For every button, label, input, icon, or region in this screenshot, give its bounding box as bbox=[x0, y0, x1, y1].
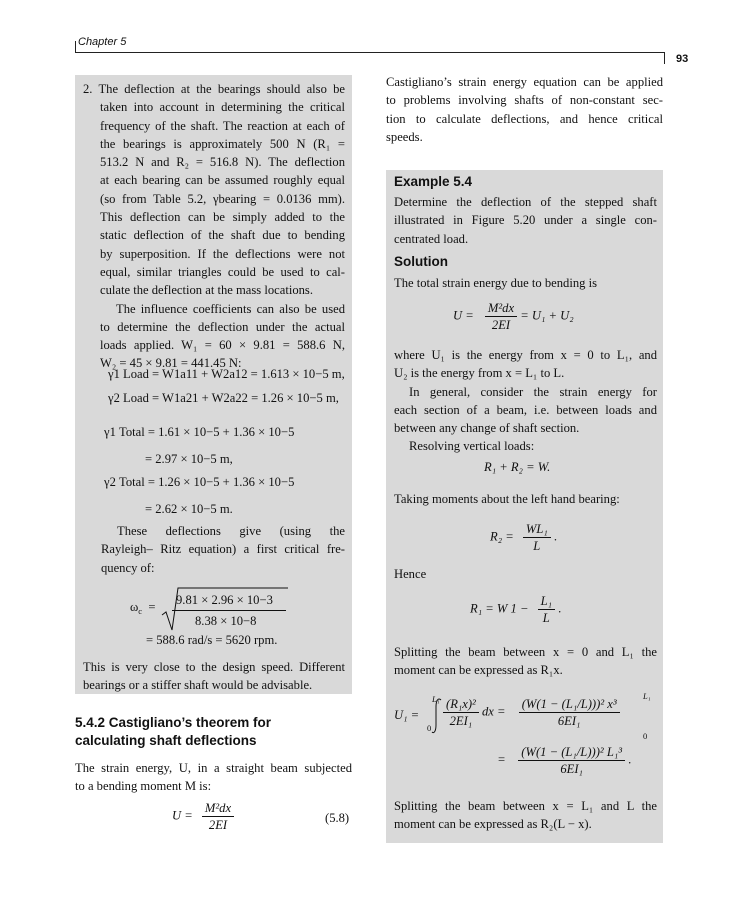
solution-title: Solution bbox=[394, 254, 448, 269]
intro-line: speeds. bbox=[386, 129, 423, 144]
section-heading-line: 5.4.2 Castigliano’s theorem for bbox=[75, 715, 272, 730]
rayleigh-ritz-text bbox=[101, 522, 345, 577]
eq-y2-load: γ2 Load = W1a21 + W2a22 = 1.26 × 10−5 m, bbox=[108, 391, 339, 405]
eq-r2-num: WL₁ bbox=[523, 521, 551, 538]
closing-line: This is very close to the design speed. Different bbox=[83, 660, 345, 674]
eval-upper-limit: L₁ bbox=[643, 691, 651, 701]
resolving-line: Resolving vertical loads: bbox=[409, 439, 535, 454]
note-line: 513.2 N and R₂ = 516.8 N). The deflection bbox=[100, 155, 345, 170]
general-line: In general, consider the strain energy for bbox=[409, 384, 657, 399]
where-text bbox=[394, 346, 657, 456]
eq-u1b-tail: . bbox=[628, 752, 632, 767]
hence-text: Hence bbox=[394, 567, 427, 581]
castigliano-intro bbox=[386, 73, 663, 146]
note-line: W₂ = 45 × 9.81 = 441.45 N: bbox=[100, 356, 242, 371]
eq-r1 bbox=[470, 593, 561, 626]
split-line: Splitting the beam between x = L₁ and L the bbox=[394, 799, 657, 813]
eq-r2-tail: . bbox=[553, 529, 558, 544]
eq-reaction-sum: R₁ + R₂ = W. bbox=[484, 460, 551, 474]
eq-u1-integrand bbox=[443, 696, 620, 729]
eq-5-8-label: (5.8) bbox=[325, 811, 350, 825]
note-line: taken into account in determining the critical bbox=[100, 100, 345, 115]
note-line: (so from Table 5.2, γbearing = 0.0136 mm). bbox=[100, 191, 345, 206]
eq-y1-load: γ1 Load = W1a11 + W2a12 = 1.613 × 10−5 m, bbox=[108, 367, 345, 381]
deflection-note-text bbox=[83, 80, 345, 373]
statement-line: illustrated in Figure 5.20 under a single con- bbox=[394, 213, 657, 228]
eq-r2-fraction bbox=[523, 521, 551, 554]
integral-upper-limit: L₁ bbox=[432, 694, 440, 704]
split-line: moment can be expressed as R₁x. bbox=[394, 663, 563, 678]
eq-u1-num1: (R₁x)² bbox=[443, 696, 479, 713]
chapter-label: Chapter 5 bbox=[78, 36, 127, 48]
omega-numerator: 9.81 × 2.96 × 10−3 bbox=[176, 593, 273, 607]
eq-r1-lhs: R₁ = W 1 − bbox=[470, 601, 529, 616]
closing-line: bearings or a stiffer shaft would be advisable. bbox=[83, 678, 313, 693]
solution-intro: The total strain energy due to bending is bbox=[394, 276, 597, 290]
eq-r2-lhs: R₂ = bbox=[490, 529, 514, 544]
eq-r1-den: L bbox=[542, 611, 550, 625]
section-heading bbox=[75, 714, 271, 750]
page-number: 93 bbox=[676, 53, 689, 65]
eq-u1-den1: 2EI₁ bbox=[449, 714, 473, 728]
eq-y2-total: γ2 Total = 1.26 × 10−5 + 1.36 × 10−5 bbox=[104, 475, 295, 489]
split-line: Splitting the beam between x = 0 and L₁ the bbox=[394, 645, 657, 659]
where-line: where U₁ is the energy from x = 0 to L₁, and bbox=[394, 348, 657, 362]
note-line: static deflection of the shaft due to bending bbox=[100, 228, 345, 243]
eq-u-fraction bbox=[485, 300, 517, 333]
eq-u1b-eq: = bbox=[498, 752, 506, 767]
note-line: loads applied. W₁ = 60 × 9.81 = 588.6 N, bbox=[100, 338, 345, 353]
eq-u1-num2: (W(1 − (L₁/L)))² x³ bbox=[519, 696, 620, 713]
eq-5-8-lhs: U = bbox=[172, 808, 193, 823]
header-rule bbox=[75, 52, 665, 53]
section-line: The strain energy, U, in a straight beam subjected bbox=[75, 761, 352, 775]
note-line: by superposition. If the deflections were not bbox=[100, 246, 345, 261]
note-line: to determine the deflection under the actual bbox=[100, 319, 345, 334]
split-text-1 bbox=[394, 643, 657, 680]
eval-lower-limit: 0 bbox=[643, 731, 648, 741]
eq-y1-total: γ1 Total = 1.61 × 10−5 + 1.36 × 10−5 bbox=[104, 425, 295, 439]
eq-r2 bbox=[490, 521, 557, 554]
eq-5-8 bbox=[172, 800, 234, 833]
general-line: each section of a beam, i.e. between loads and bbox=[394, 402, 657, 417]
eq-r1-num: L₁ bbox=[538, 593, 555, 610]
note-line: frequency of the shaft. The reaction at each of bbox=[100, 118, 345, 133]
eq-r1-tail: . bbox=[558, 601, 562, 616]
general-line: between any change of shaft section. bbox=[394, 421, 580, 436]
eq-5-8-fraction bbox=[202, 800, 234, 833]
section-body bbox=[75, 759, 352, 796]
closing-text bbox=[83, 658, 345, 695]
eq-y1-total-result: = 2.97 × 10−5 m, bbox=[145, 452, 233, 466]
example-statement bbox=[394, 193, 657, 248]
note-line: equal, similar triangles could be used to cal- bbox=[100, 264, 345, 279]
eq-u1-fraction-1 bbox=[443, 696, 479, 729]
omega-fraction-bar bbox=[172, 610, 286, 611]
eq-u1-lhs: U₁ = bbox=[394, 708, 420, 722]
section-heading-line: calculating shaft deflections bbox=[75, 733, 257, 748]
statement-line: Determine the deflection of the stepped shaft bbox=[394, 195, 657, 209]
intro-line: Castigliano’s strain energy equation can be applied bbox=[386, 75, 663, 89]
eq-u1-fraction-2 bbox=[519, 696, 620, 729]
split-text-2 bbox=[394, 797, 657, 834]
eq-u-lhs: U = bbox=[453, 308, 474, 323]
eq-y2-total-result: = 2.62 × 10−5 m. bbox=[145, 502, 233, 516]
omega-lhs: $\omega_c$ = bbox=[130, 600, 156, 616]
moments-text: Taking moments about the left hand bearing: bbox=[394, 492, 620, 506]
intro-line: tion to calculate deflections, and hence critical bbox=[386, 111, 663, 126]
eq-u1b-num: (W(1 − (L₁/L)))² L₁³ bbox=[518, 744, 625, 761]
integral-lower-limit: 0 bbox=[427, 723, 432, 733]
eq-r1-fraction bbox=[538, 593, 555, 626]
split-line: moment can be expressed as R₂(L − x). bbox=[394, 817, 592, 832]
eq-u-den: 2EI bbox=[491, 318, 511, 332]
eq-u1-den2: 6EI₁ bbox=[557, 714, 581, 728]
eq-u1b-den: 6EI₁ bbox=[560, 762, 583, 776]
eq-r2-den: L bbox=[533, 539, 541, 553]
eq-u-rhs: = U₁ + U₂ bbox=[520, 308, 574, 323]
eq-u1b-fraction bbox=[518, 744, 625, 777]
rr-line: quency of: bbox=[101, 560, 155, 575]
note-line: The influence coefficients can also be used bbox=[116, 301, 345, 316]
intro-line: to problems involving shafts of non-constant sec- bbox=[386, 93, 663, 108]
note-line: 2. The deflection at the bearings should also be bbox=[83, 82, 345, 96]
eq-u1-result bbox=[498, 744, 631, 777]
section-line: to a bending moment M is: bbox=[75, 779, 212, 794]
note-line: culate the deflection at the mass locations. bbox=[100, 283, 313, 298]
header-rule-tick-right bbox=[664, 52, 665, 64]
note-line: This deflection can be simply added to the bbox=[100, 210, 345, 225]
where-line: U₂ is the energy from x = L₁ to L. bbox=[394, 366, 565, 381]
eq-u-num: M²dx bbox=[485, 300, 517, 317]
eq-u1-mid: dx = bbox=[481, 704, 506, 719]
example-title: Example 5.4 bbox=[394, 174, 473, 189]
eq-5-8-num: M²dx bbox=[202, 800, 234, 817]
eq-total-energy bbox=[453, 300, 574, 333]
omega-result: = 588.6 rad/s = 5620 rpm. bbox=[146, 633, 278, 647]
note-line: the bearings is approximately 500 N (R₁ = bbox=[100, 136, 345, 151]
omega-denominator: 8.38 × 10−8 bbox=[195, 614, 257, 628]
rr-line: These deflections give (using the bbox=[117, 524, 345, 538]
statement-line: centrated load. bbox=[394, 231, 469, 246]
note-line: at each bearing can be assumed roughly equal bbox=[100, 173, 345, 188]
rr-line: Rayleigh– Ritz equation) a first critical fre- bbox=[101, 542, 345, 557]
eq-5-8-den: 2EI bbox=[208, 818, 228, 832]
